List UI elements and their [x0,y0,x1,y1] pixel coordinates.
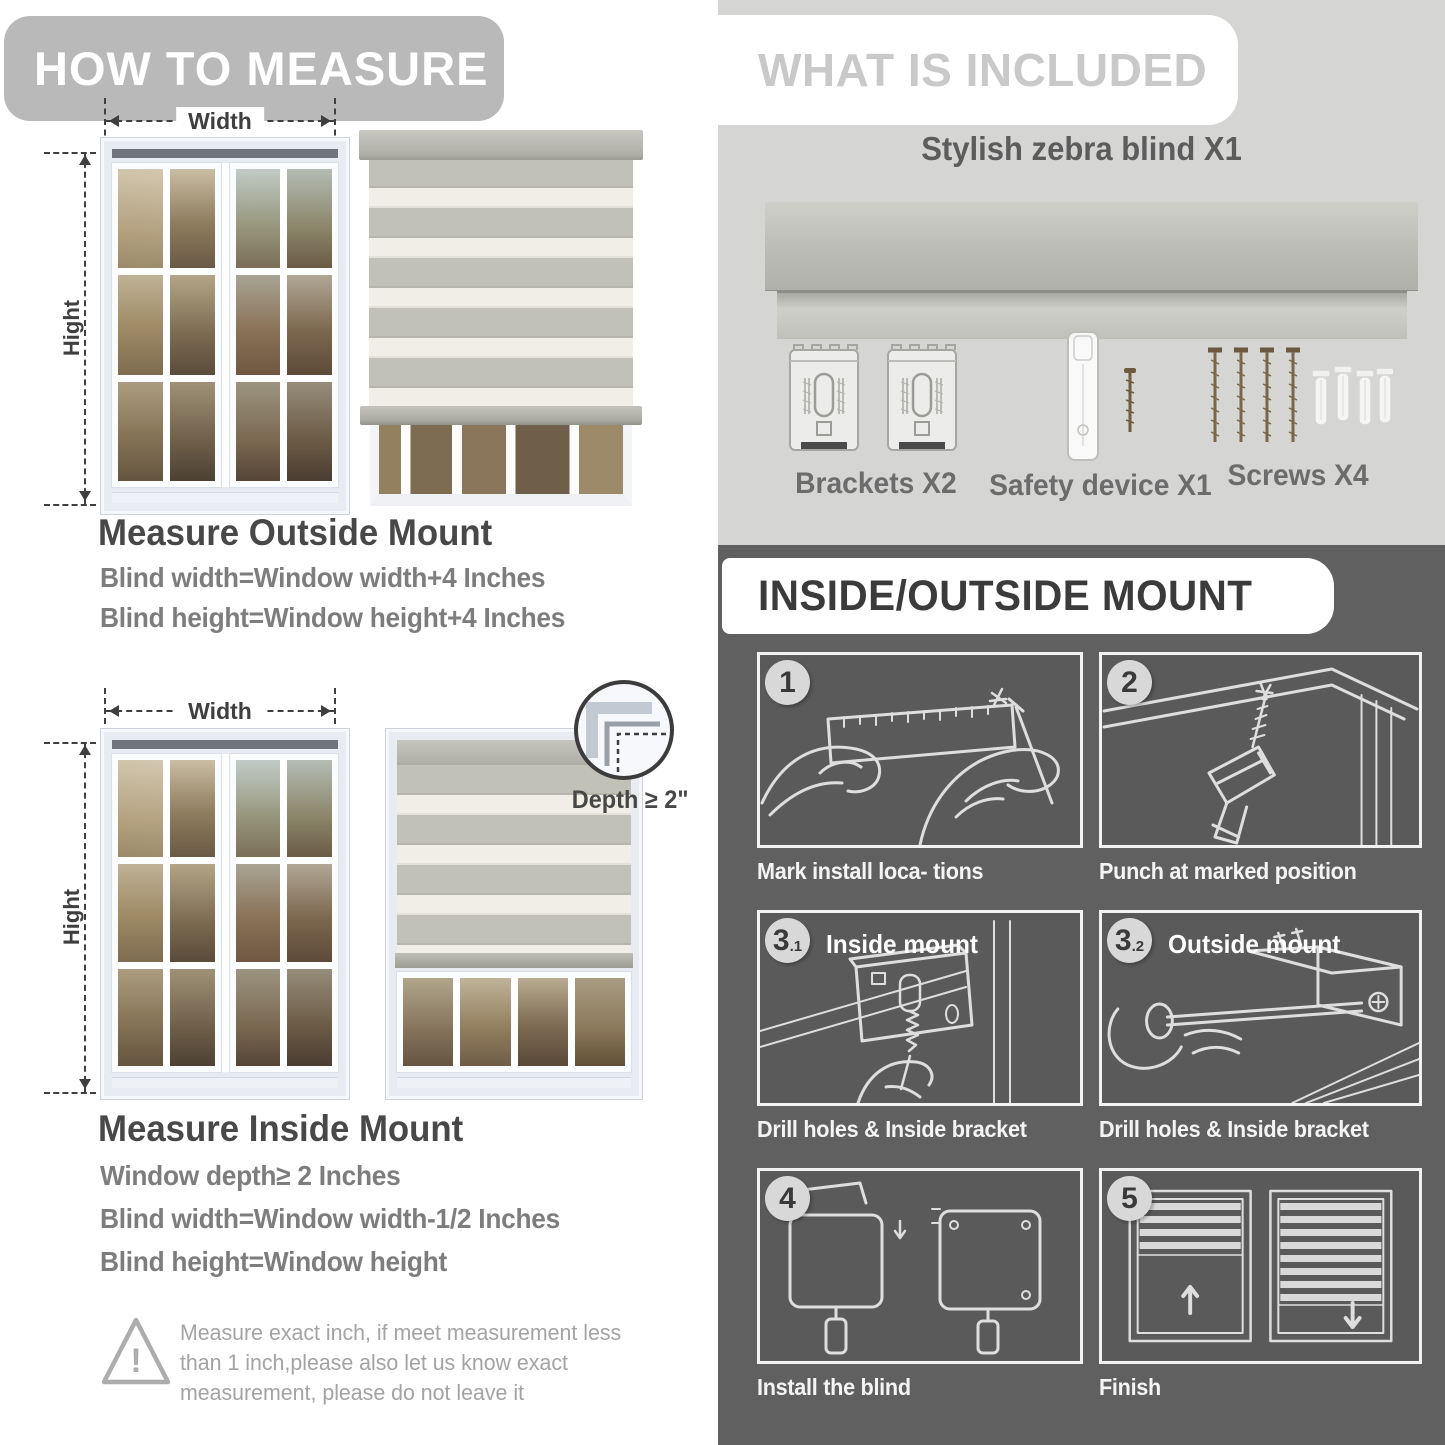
step-3-2 [1099,910,1422,1143]
window-sill [112,492,338,503]
height-arrow-2 [59,742,86,1092]
inside-mount-line1: Window depth≥ 2 Inches [100,1160,401,1191]
warning-line1: Measure exact inch, if meet measurement less [180,1320,622,1345]
brackets-label: Brackets X2 [795,467,957,500]
outside-mount-line2: Blind height=Window height+4 Inches [100,602,566,633]
step-4-caption: Install the blind [757,1374,911,1400]
window-blind-inside-illustration [385,728,643,1100]
step-3-1 [757,910,1083,1143]
step-3-1-number: 3 .1 [765,918,810,963]
step-4-illustration [757,1168,1083,1364]
height-arrow [59,152,86,504]
safety-device-label: Safety device X1 [988,469,1212,502]
inside-mount-line3: Blind height=Window height [100,1246,447,1277]
step-1-caption: Mark install loca- tions [757,858,984,884]
product-label: Stylish zebra blind X1 [921,130,1242,167]
step-5-number: 5 [1107,1176,1152,1221]
what-is-included-panel [718,0,1445,545]
width-arrow-2 [106,698,334,724]
svg-text:!: ! [130,1342,142,1380]
window-photo-outside-mount [100,137,350,515]
blind-cassette [359,130,643,160]
window-sash-left [112,754,221,1072]
step-1-illustration [757,652,1083,848]
warning-triangle-icon [100,1314,172,1390]
step-5-caption: Finish [1099,1374,1161,1400]
step-3-1-title: Inside mount [826,929,979,959]
step-3-2-title: Outside mount [1168,929,1341,959]
step-2 [1099,652,1422,885]
step-3-2-number: 3 .2 [1107,918,1152,963]
step-2-caption: Punch at marked position [1099,858,1357,884]
width-label-2: Width [176,697,264,725]
included-item-brackets [766,338,986,501]
included-item-screws [1188,342,1408,493]
window-panes-below-blind [397,972,631,1072]
window-sashes [112,163,338,487]
inside-mount-title: Measure Inside Mount [98,1108,464,1149]
warning-line3: measurement, please do not leave it [180,1380,525,1405]
step-3-1-caption: Drill holes & Inside bracket [757,1116,1027,1142]
mount-header [722,558,1334,634]
height-label: Hight [60,290,84,366]
what-is-included-title: WHAT IS INCLUDED [758,44,1208,96]
outside-mount-title: Measure Outside Mount [98,512,493,553]
step-3-2-illustration [1099,910,1422,1106]
screws-label: Screws X4 [1227,459,1369,492]
step-2-illustration [1099,652,1422,848]
step-2-number: 2 [1107,660,1152,705]
inside-mount-line2: Blind width=Window width-1/2 Inches [100,1203,560,1234]
window-sash-left [112,163,221,487]
window-sash-right [230,163,339,487]
step-4 [757,1168,1083,1401]
width-label: Width [176,107,264,135]
mount-title: INSIDE/OUTSIDE MOUNT [758,571,1253,620]
blind-bottom-rail [360,406,642,425]
depth-label: Depth ≥ 2" [571,786,689,814]
step-4-number: 4 [765,1176,810,1221]
brackets-icon [786,338,966,462]
step-5-illustration [1099,1168,1422,1364]
how-to-measure-title: HOW TO MEASURE [34,42,489,95]
step-5 [1099,1168,1422,1401]
window-photo-inside-mount [100,728,350,1100]
step-3-2-caption: Drill holes & Inside bracket [1099,1116,1369,1142]
width-arrow [106,108,334,134]
headrail-illustration [765,202,1418,290]
step-1-number: 1 [765,660,810,705]
depth-magnifier-icon [574,680,674,780]
zebra-blind-outside-illustration [366,130,636,506]
step-3-1-illustration [757,910,1083,1106]
mount-steps-panel [718,545,1445,1445]
outside-mount-line1: Blind width=Window width+4 Inches [100,562,546,593]
screws-icon [1203,342,1393,454]
height-label-2: Hight [60,879,84,955]
what-is-included-header [718,15,1238,125]
zebra-shade [369,158,633,408]
warning-line2: than 1 inch,please also let us know exact [180,1350,568,1375]
window-top-rail [112,149,338,158]
step-1 [757,652,1083,885]
blind-bottom-rail-inside [395,953,633,968]
window-sash-right [230,754,339,1072]
how-to-measure-header [4,16,504,121]
safety-device-icon [1040,328,1160,464]
